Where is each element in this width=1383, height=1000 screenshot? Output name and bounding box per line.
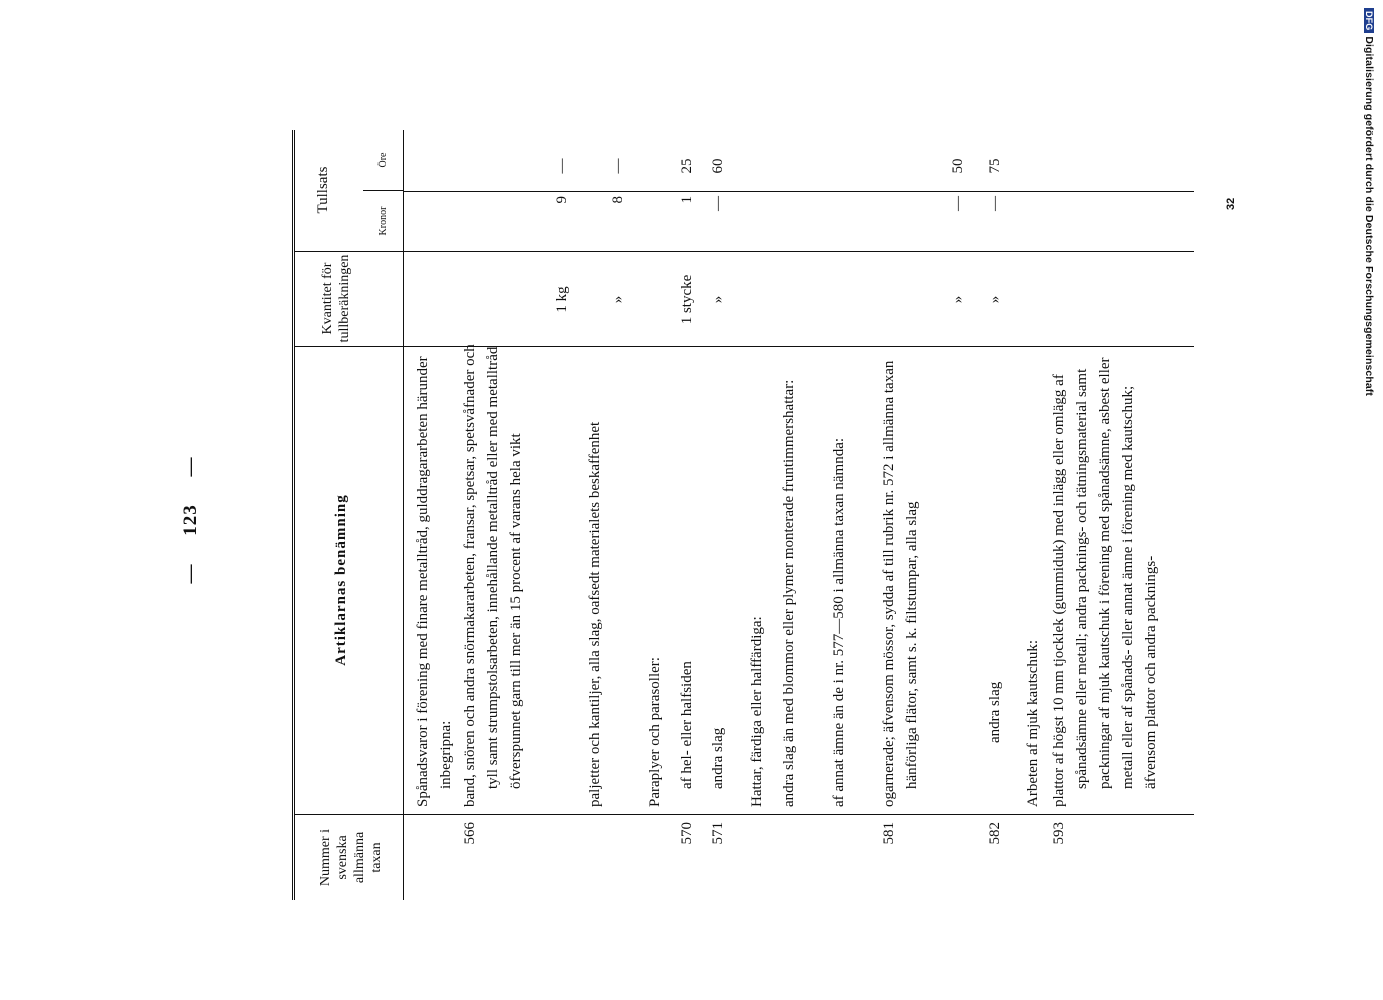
row-quantity: » — [950, 295, 966, 304]
row-ore: — — [610, 158, 626, 174]
row-ore: 50 — [950, 158, 966, 174]
row-description: band, snören och andra snörmakararbeten, fransar, spetsar, spetsvåfnader och tyll samt strumpstolsarbeten, innehållande metalltråd eller med metalltråd öfverspunnet garn till mer än 15 procent af varans hela vikt — [462, 344, 524, 807]
header-ore: Öre — [363, 130, 403, 191]
row-description: Hattar, färdiga eller halffärdiga: — [749, 616, 765, 807]
header-rate-title: Tullsats — [315, 166, 331, 214]
row-description: af annat ämne än de i nr. 577—580 i allmänna taxan nämnda: — [831, 437, 847, 807]
header-kronor: Kronor — [378, 206, 389, 236]
watermark-text: Digitalisierung gefördert durch die Deutsche Forschungsgemeinschaft — [1363, 36, 1375, 396]
row-quantity: » — [987, 295, 1003, 304]
row-number: 582 — [987, 822, 1003, 845]
header-number: Nummer i svenska allmänna taxan — [318, 828, 384, 887]
tariff-table — [292, 130, 1205, 900]
header-description: Artiklarnas benämning — [295, 346, 403, 815]
row-number: 570 — [679, 822, 695, 845]
row-kronor: 8 — [610, 196, 626, 204]
row-ore: 60 — [710, 158, 726, 174]
row-kronor: — — [987, 196, 1003, 211]
table-body — [404, 130, 1194, 900]
row-kronor: — — [710, 196, 726, 211]
row-number: 571 — [710, 822, 726, 845]
column-divider — [404, 191, 1194, 192]
row-number: 566 — [462, 822, 478, 845]
row-ore: 75 — [987, 158, 1003, 174]
row-description: Paraplyer och parasoller: — [647, 657, 663, 807]
header-dash-left: — — [180, 563, 201, 584]
page-header — [180, 130, 202, 910]
row-quantity: 1 stycke — [679, 274, 695, 325]
row-description: Arbeten af mjuk kautschuk: — [1025, 639, 1041, 807]
column-divider — [404, 251, 1194, 252]
header-dash-right: — — [180, 456, 201, 477]
dfg-watermark — [1363, 8, 1375, 396]
row-quantity: » — [710, 295, 726, 304]
row-kronor: — — [950, 196, 966, 211]
row-description: andra slag än med blommor eller plymer monterade fruntimmershattar: — [781, 379, 797, 807]
row-ore: — — [554, 158, 570, 174]
row-description: af hel- eller halfsiden — [679, 661, 695, 789]
row-description: andra slag — [987, 681, 1003, 743]
row-kronor: 9 — [554, 196, 570, 204]
table-header — [295, 130, 404, 900]
row-kronor: 1 — [679, 196, 695, 204]
document-page — [180, 130, 1240, 910]
printer-signature: 32 — [1225, 197, 1237, 210]
row-description: Spånadsvaror i förening med finare metalltråd, gulddragararbeten härunder inbegripna: — [415, 356, 454, 807]
row-description: paljetter och kantiljer, alla slag, oafsedt materialets beskaffenhet — [587, 421, 603, 807]
page-number: 123 — [180, 504, 201, 536]
row-description: plattor af högst 10 mm tjocklek (gummiduk) med inlägg eller omlägg af spånadsämne eller metall; andra packnings- och tätningsmaterial samt packningar af mjuk kautschuk i förening med spånadsämne, asbest eller metall eller af spånads- eller annat ämne i förening med kautschuk; äfvensom plattor och andra packnings- — [1051, 357, 1159, 807]
header-rate — [295, 129, 403, 252]
row-ore: 25 — [679, 158, 695, 174]
row-quantity: » — [610, 295, 626, 304]
row-description: ogarnerade; äfvensom mössor, sydda af till rubrik nr. 572 i allmänna taxan hänförliga flätor, samt s. k. filtstumpar, alla slag — [881, 360, 920, 807]
dfg-logo: DFG — [1364, 8, 1374, 33]
header-quantity: Kvantitet för tullberäkningen — [295, 251, 403, 347]
row-number: 593 — [1051, 822, 1067, 845]
row-number: 581 — [881, 822, 897, 845]
column-divider — [404, 814, 1194, 815]
row-description: andra slag — [710, 727, 726, 789]
row-quantity: 1 kg — [554, 286, 570, 313]
